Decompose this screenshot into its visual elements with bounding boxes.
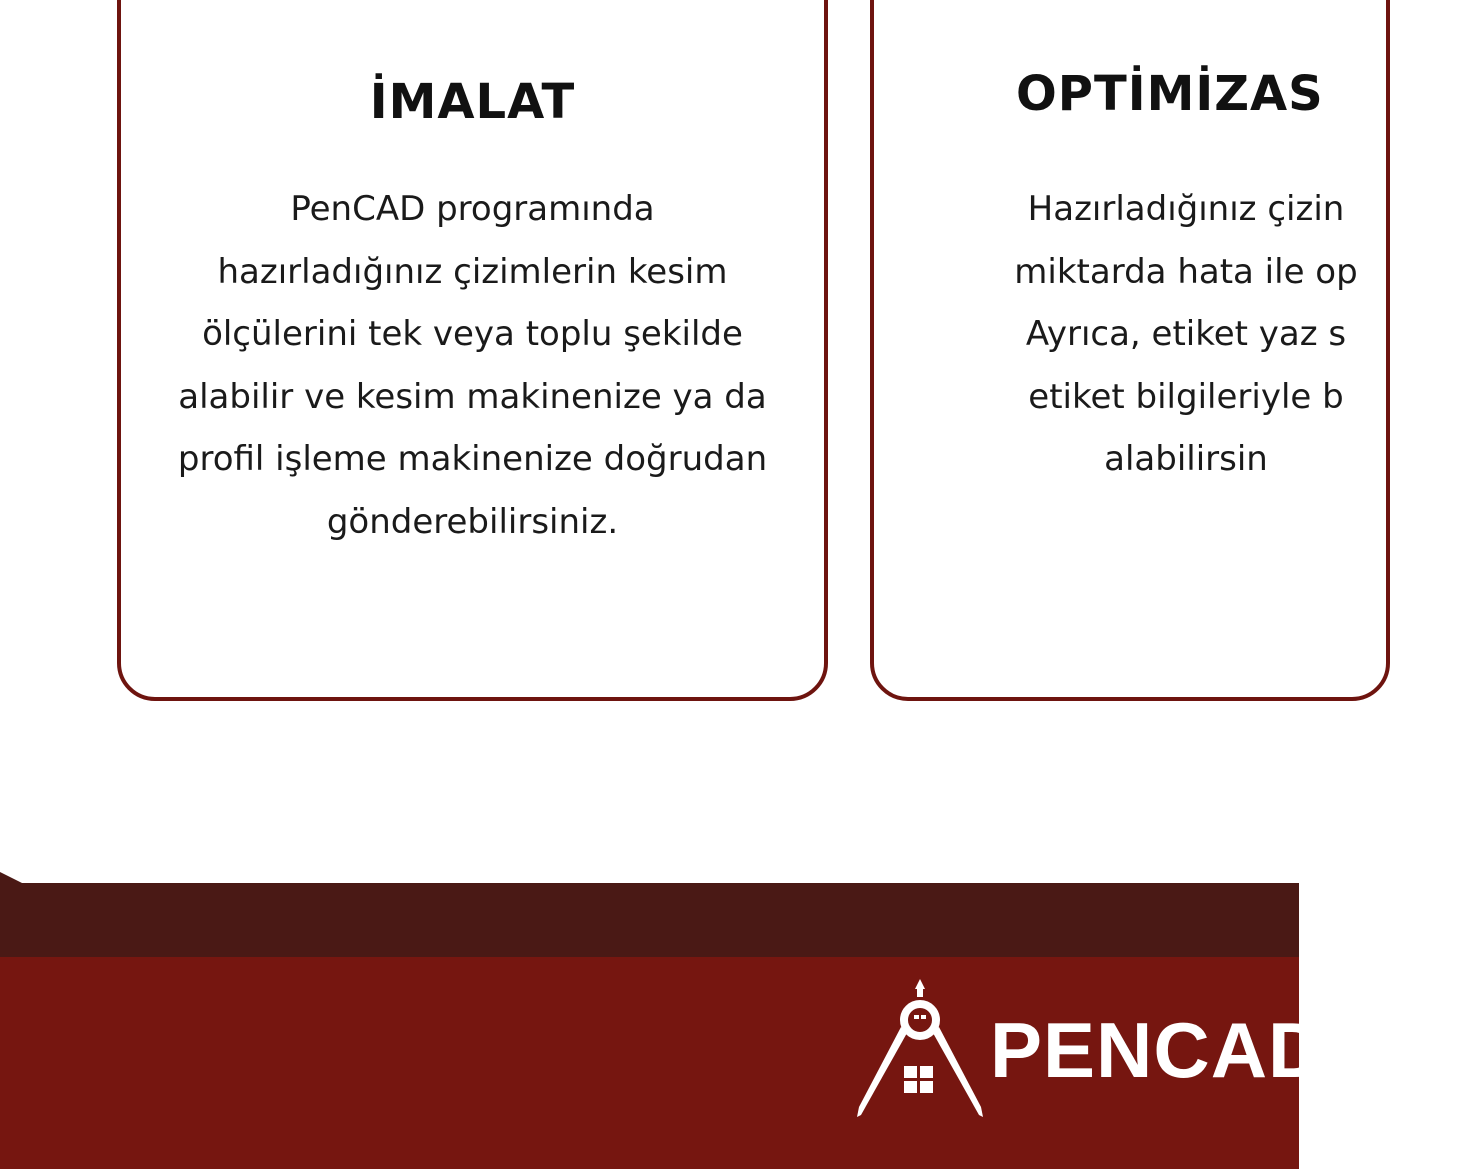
card-description xyxy=(121,178,824,553)
card-title: OPTİMİZAS xyxy=(1016,66,1324,122)
card-description-line: Ayrıca, etiket yaz s xyxy=(1025,314,1347,354)
card-description-line: profil işleme makinenize doğrudan xyxy=(177,439,768,479)
card-description-line: etiket bilgileriyle b xyxy=(1028,376,1344,417)
card-title: İMALAT xyxy=(369,74,576,130)
card-description-line: hazırladığınız çizimlerin kesim xyxy=(217,251,728,292)
footer-top-band xyxy=(0,883,1299,958)
card-description-line: miktarda hata ile op xyxy=(1014,251,1358,292)
card-description-line: gönderebilirsiniz. xyxy=(326,501,619,542)
feature-card-optimization xyxy=(870,0,1390,701)
compass-house-logo[interactable] xyxy=(853,975,987,1123)
feature-card-manufacturing xyxy=(117,0,828,701)
card-description-line: alabilir ve kesim makinenize ya da xyxy=(178,376,767,417)
brand-name[interactable]: PENCAD xyxy=(990,1006,1326,1094)
card-description-line: PenCAD programında xyxy=(290,189,655,229)
card-description-line: ölçülerini tek veya toplu şekilde xyxy=(202,314,743,354)
card-description xyxy=(906,178,1466,491)
card-description-line: alabilirsin xyxy=(1104,439,1268,479)
card-description-line: Hazırladığınız çizin xyxy=(1027,189,1345,229)
